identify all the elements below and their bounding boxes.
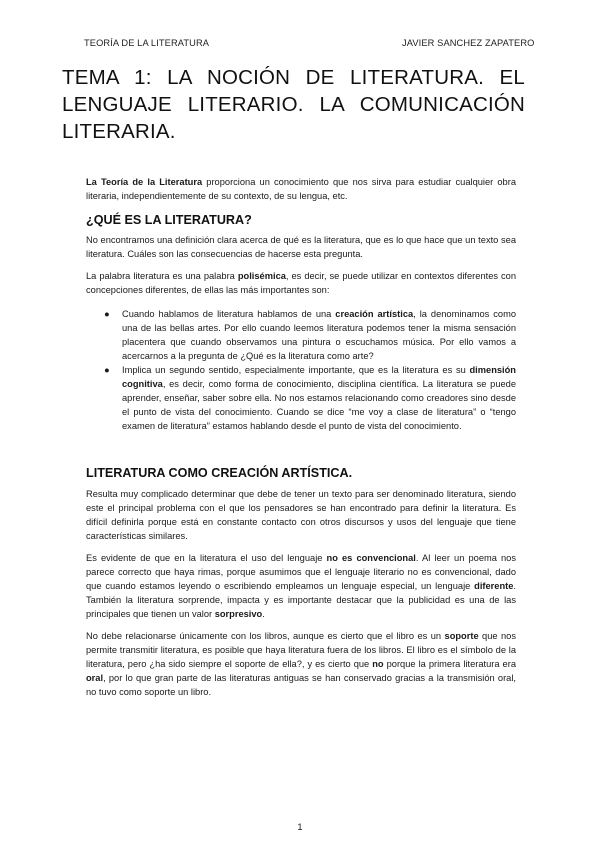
header-course-title: TEORÍA DE LA LITERATURA — [84, 38, 210, 48]
document-body — [86, 175, 516, 699]
section1-paragraph-1: No encontramos una definición clara acerca de qué es la literatura, que es lo que hace que un texto sea literatura. Cuáles son las consecuencias de hacerse esta pregunta. — [86, 235, 516, 259]
section1-paragraph-2: La palabra literatura es una palabra polisémica, es decir, se puede utilizar en contextos diferentes con concepciones diferentes, de ellas las más importantes son: — [86, 271, 517, 295]
section2-paragraph-3: No debe relacionarse únicamente con los libros, aunque es cierto que el libro es un soporte que nos permite transmitir literatura, es posible que haya literatura fuera de los libros. El libro es el símbolo de la literatura, pero ¿ha sido siempre el soporte de ella?, y es cierto que no porque la primera literatura era oral, por lo que gran parte de las literaturas antiguas se han conservado gracias a la transmisión oral, no tuvo como soporte un libro. — [86, 631, 516, 697]
section-heading-que-es: ¿QUÉ ES LA LITERATURA? — [86, 213, 252, 227]
intro-bold: La Teoría de la Literatura — [86, 177, 203, 187]
header-author: JAVIER SANCHEZ ZAPATERO — [402, 38, 535, 48]
list-item: ● Implica un segundo sentido, especialmente importante, que es la literatura es su dimensión cognitiva, es decir, como forma de conocimiento, disciplina científica. La literatura se puede aprender, enseñar, saber sobre ella. No nos estamos relacionando como creadores sino desde el punto de vista del conocimiento. Cuando se dice “me voy a clase de literatura” o “tengo examen de literatura” estamos hablando desde el punto de vista del conocimiento. — [104, 365, 516, 431]
intro-paragraph — [86, 175, 516, 203]
section2-paragraph-2: Es evidente de que en la literatura el uso del lenguaje no es convencional. Al leer un poema nos parece correcto que haya rimas, porque asumimos que el lenguaje literario no es convencional, dado que cuando estamos leyendo o escribiendo empleamos un lenguaje especial, un lenguaje diferente. También la literatura sorprende, impacta y es importante destacar que la publicidad es una de las principales que tienen un valor sorpresivo. — [86, 553, 516, 619]
intro-text: proporciona un conocimiento que nos sirva para estudiar cualquier obra literaria, independientemente de su contexto, de su lengua, etc. — [86, 177, 516, 201]
page-title: TEMA 1: LA NOCIÓN DE LITERATURA. EL LENGUAJE LITERARIO. LA COMUNICACIÓN LITERARIA. — [62, 66, 525, 143]
bullet-icon: ● — [104, 309, 110, 319]
list-item: ● Cuando hablamos de literatura hablamos de una creación artística, la denominamos como una de las bellas artes. Por ello cuando leemos literatura podemos tener la misma sensación placentera que cuando observamos una pintura o escuchamos música. Por ello vamos a acercarnos a la pregunta de ¿Qué es la literatura como arte? — [104, 309, 517, 361]
bullet-icon: ● — [104, 365, 110, 375]
section2-paragraph-1: Resulta muy complicado determinar que debe de tener un texto para ser denominado literatura, siendo este el principal problema con el que los pensadores se han encontrado para definir la literatura. Es difícil definirla porque está en constante contacto con otros discursos y usos del lenguaje que tiene características similares. — [86, 489, 516, 541]
section-heading-creacion-artistica: LITERATURA COMO CREACIÓN ARTÍSTICA. — [86, 466, 353, 480]
page-number: 1 — [297, 822, 303, 832]
meanings-list — [86, 307, 516, 433]
